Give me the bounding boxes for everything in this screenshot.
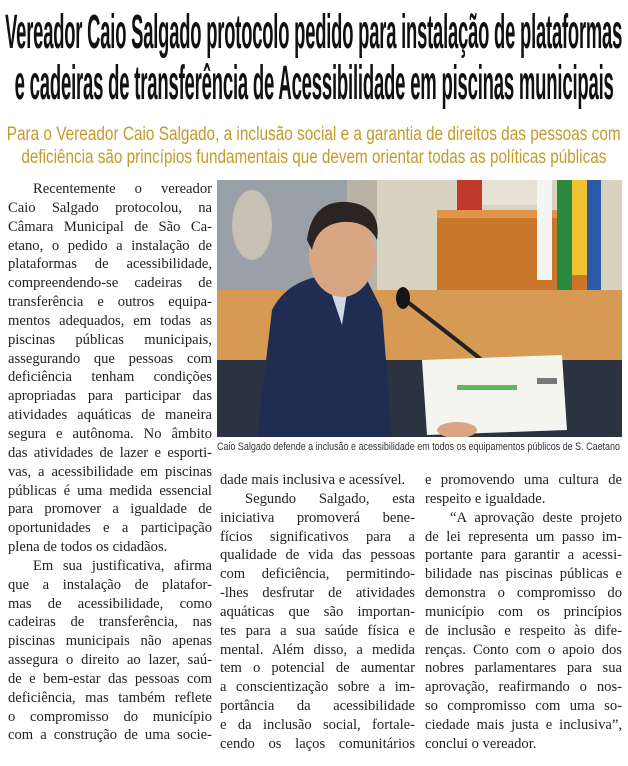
text-line: públicas é uma medida essencial (8, 482, 212, 499)
text-line: fícios significativos para a (220, 528, 415, 545)
article-column-1 (8, 180, 212, 745)
text-line: Em sua justificativa, afirma (33, 557, 212, 574)
text-line: deficiência tenham condições (8, 369, 212, 386)
photo-caption (217, 441, 622, 453)
text-line: de inclusão e respeito às dife- (425, 622, 622, 639)
photo-caption-text: Caio Salgado defende a inclusão e acessibilidade em todos os equipamentos públicos de S. Caetano (217, 441, 620, 453)
text-line: plataformas de acessibilidade, (8, 256, 212, 273)
text-line: demonstra o compromisso do (425, 585, 622, 602)
text-line: conclui o vereador. (425, 735, 537, 752)
text-line: a conscientização sobre a im- (220, 679, 415, 696)
text-line: assegurando que pessoas com (8, 350, 212, 367)
text-line: plena de todos os cidadãos. (8, 539, 168, 556)
text-line: aprovação, reafirmando o nos- (425, 679, 622, 696)
text-line: tes para a sua saúde física e (220, 622, 415, 639)
headline-line-1 (0, 8, 628, 58)
text-line: de e bem-estar das pessoas com (8, 670, 212, 687)
text-line: segura e autônoma. No âmbito (8, 425, 212, 442)
headline-line-2 (0, 59, 628, 109)
photo-illustration (217, 180, 622, 437)
text-line: portante para garantir a acessi- (425, 547, 622, 564)
text-line: o compromisso do município (8, 708, 212, 725)
text-line: para promover a igualdade de (8, 501, 212, 518)
text-line: Câmara Municipal de São Ca- (8, 218, 212, 235)
text-line: mental. Além disso, a medida (220, 641, 415, 658)
headline-text: e cadeiras de transferência de Acessibilidade em piscinas municipais (14, 57, 614, 110)
text-line: tem o potencial de aumentar (220, 660, 415, 677)
text-line: mas de acessibilidade, como (8, 595, 212, 612)
text-line: “A aprovação deste projeto (450, 509, 622, 526)
text-line: com deficiência, permitindo- (220, 566, 415, 583)
text-line: so compromisso com uma so- (425, 698, 622, 715)
text-line: dade mais inclusiva e acessível. (220, 472, 406, 488)
text-line: e promovendo uma cultura de (425, 472, 622, 488)
text-line: bilidade nas piscinas públicas e (425, 566, 622, 583)
text-line: piscinas públicas municipais, (8, 331, 212, 348)
article-column-2 (220, 471, 415, 754)
text-line: aquáticas que são importan- (220, 603, 415, 620)
article-column-3 (425, 471, 622, 754)
text-line: que a instalação de platafor- (8, 576, 212, 593)
text-line: Segundo Salgado, esta (245, 490, 415, 507)
text-line: transferência e outros equipa- (8, 294, 212, 311)
text-line: Recentemente o vereador (33, 181, 212, 197)
text-line: apropriadas para participar das (8, 388, 212, 405)
text-line: compreendendo-se cadeiras de (8, 275, 212, 292)
text-line: das atividades de lazer e esporti- (8, 444, 212, 461)
text-line: deficiência, mas também reflete (8, 689, 212, 706)
text-line: iniciativa promoverá bene- (220, 509, 415, 526)
text-line: piscinas municipais não apenas (8, 633, 212, 650)
text-line: mentos adequados, em todas as (8, 312, 212, 329)
text-line: cadeiras de transferência, nas (8, 614, 212, 631)
text-line: assegura o direito ao lazer, saú- (8, 652, 212, 669)
subheadline-text: Para o Vereador Caio Salgado, a inclusão social e a garantia de direitos das pessoas com (7, 124, 621, 145)
text-line: etano, o pedido a instalação de (8, 237, 212, 254)
text-line: Caio Salgado protocolou, na (8, 199, 212, 216)
text-line: -lhes desfrutar de atividades (220, 585, 415, 602)
text-line: nobres parlamentares para sua (425, 660, 622, 677)
text-line: renças. Conto com o apoio dos (425, 641, 622, 658)
text-line: atividades aquáticas de maneira (8, 407, 212, 424)
subheadline-line-1 (0, 124, 628, 146)
text-line: com a construção de uma socie- (8, 727, 212, 744)
headline-text: Vereador Caio Salgado protocolo pedido para instalação de plataformas (5, 6, 623, 59)
subheadline-text: deficiência são princípios fundamentais que devem orientar todas as políticas públicas (21, 147, 607, 168)
text-line: respeito e igualdade. (425, 490, 546, 507)
text-line: portância da acessibilidade (220, 698, 415, 715)
text-line: vas, a acessibilidade em piscinas (8, 463, 212, 480)
text-line: oportunidades e a participação (8, 520, 212, 537)
article-photo (217, 180, 622, 437)
text-line: qualidade de vida das pessoas (220, 547, 415, 564)
text-line: de lei representa um passo im- (425, 528, 622, 545)
text-line: ciedade mais justa e inclusiva”, (425, 716, 622, 733)
text-line: e da inclusão social, fortale- (220, 716, 415, 733)
text-line: cendo os laços comunitários (220, 735, 415, 752)
text-line: município com os princípios (425, 603, 622, 620)
subheadline-line-2 (0, 147, 628, 169)
